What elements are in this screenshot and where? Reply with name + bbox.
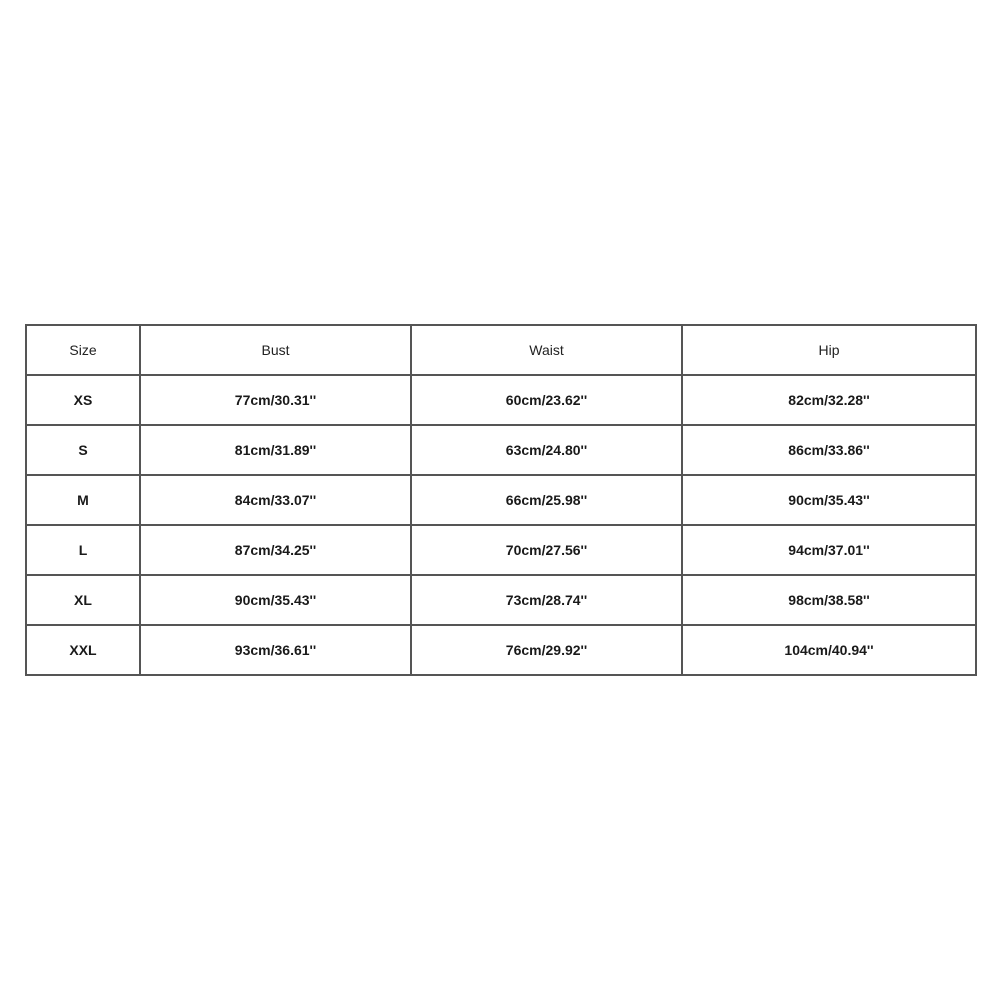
header-size: Size bbox=[26, 325, 140, 375]
table-row bbox=[26, 575, 976, 625]
cell-bust: 93cm/36.61'' bbox=[140, 625, 411, 675]
cell-size: XS bbox=[26, 375, 140, 425]
cell-hip: 86cm/33.86'' bbox=[682, 425, 976, 475]
cell-waist: 76cm/29.92'' bbox=[411, 625, 682, 675]
cell-hip: 90cm/35.43'' bbox=[682, 475, 976, 525]
cell-bust: 84cm/33.07'' bbox=[140, 475, 411, 525]
cell-bust: 90cm/35.43'' bbox=[140, 575, 411, 625]
cell-hip: 82cm/32.28'' bbox=[682, 375, 976, 425]
table-row bbox=[26, 525, 976, 575]
table-row bbox=[26, 425, 976, 475]
header-hip: Hip bbox=[682, 325, 976, 375]
cell-bust: 87cm/34.25'' bbox=[140, 525, 411, 575]
cell-hip: 94cm/37.01'' bbox=[682, 525, 976, 575]
table-header-row bbox=[26, 325, 976, 375]
cell-waist: 73cm/28.74'' bbox=[411, 575, 682, 625]
header-bust: Bust bbox=[140, 325, 411, 375]
cell-hip: 98cm/38.58'' bbox=[682, 575, 976, 625]
table-row bbox=[26, 625, 976, 675]
cell-bust: 77cm/30.31'' bbox=[140, 375, 411, 425]
cell-waist: 63cm/24.80'' bbox=[411, 425, 682, 475]
cell-size: L bbox=[26, 525, 140, 575]
cell-waist: 60cm/23.62'' bbox=[411, 375, 682, 425]
cell-size: M bbox=[26, 475, 140, 525]
size-chart-table bbox=[25, 324, 977, 676]
table-row bbox=[26, 475, 976, 525]
cell-waist: 66cm/25.98'' bbox=[411, 475, 682, 525]
cell-size: S bbox=[26, 425, 140, 475]
cell-waist: 70cm/27.56'' bbox=[411, 525, 682, 575]
cell-size: XXL bbox=[26, 625, 140, 675]
table-row bbox=[26, 375, 976, 425]
cell-bust: 81cm/31.89'' bbox=[140, 425, 411, 475]
header-waist: Waist bbox=[411, 325, 682, 375]
cell-size: XL bbox=[26, 575, 140, 625]
cell-hip: 104cm/40.94'' bbox=[682, 625, 976, 675]
